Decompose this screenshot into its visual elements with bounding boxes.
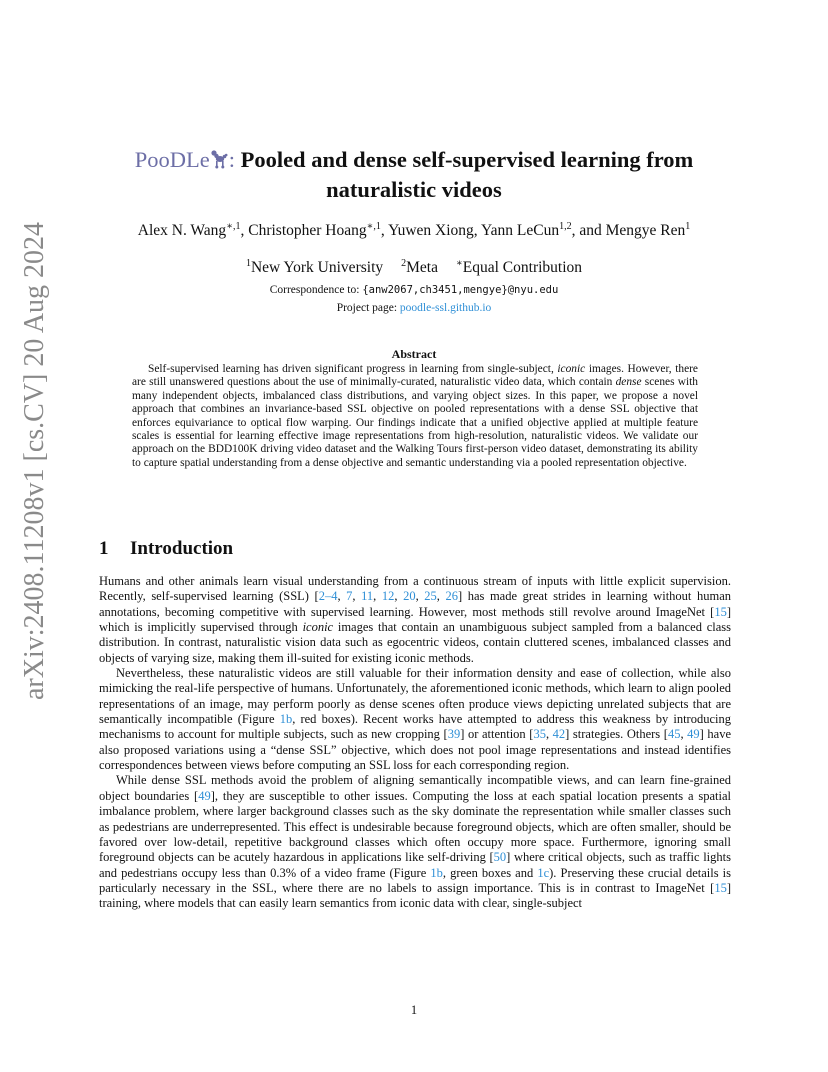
figure-link[interactable]: 1b bbox=[430, 865, 443, 880]
author: Yann LeCun bbox=[480, 222, 560, 239]
citation-link[interactable]: 50 bbox=[493, 850, 507, 865]
affiliation-marker: 2 bbox=[401, 258, 407, 269]
author-superscript: 1 bbox=[685, 221, 691, 232]
citation-link[interactable]: 20 bbox=[403, 589, 416, 604]
author-separator: , bbox=[240, 222, 249, 239]
author-separator: , and bbox=[571, 222, 606, 239]
abstract-segment: scenes with many independent objects, imbalanced class distributions, and varying object sizes. In this paper, we propose a novel approach that combines an invariance-based SSL objective on pooled representations with a dense SSL objective that enforces equivariance to optical flow warping. Our findings indicate that a unified objective applied at multiple feature scales is essential for learning effective image representations from high-resolution, naturalistic videos. We validate our approach on the BDD100K driving video dataset and the Walking Tours first-person video dataset, demonstrating its ability to capture spatial understanding from a dense objective and semantic understanding via a pooled representation objective. bbox=[132, 376, 698, 469]
paragraph-3 bbox=[99, 773, 731, 911]
citation-link[interactable]: 7 bbox=[346, 589, 353, 604]
page-number: 1 bbox=[410, 1003, 418, 1017]
author-separator: , bbox=[380, 222, 389, 239]
correspondence-label: Correspondence to: bbox=[269, 284, 363, 296]
text-segment: , red boxes). Recent works have attempted to address this weakness by introducing mechanisms to account for multiple subjects, such as new cropping [ bbox=[99, 712, 731, 742]
author: Christopher Hoang bbox=[248, 222, 367, 239]
affiliation-marker: ∗ bbox=[455, 258, 463, 269]
affiliation-marker: 1 bbox=[245, 258, 251, 269]
author: Yuwen Xiong bbox=[388, 222, 474, 239]
paper-title bbox=[80, 145, 748, 205]
arxiv-identifier-stamp: arXiv:2408.11208v1 [cs.CV] 20 Aug 2024 bbox=[19, 221, 50, 700]
text-segment: While dense SSL methods avoid the problem of aligning semantically incompatible views, and can learn fine-grained object boundaries [ bbox=[99, 773, 731, 803]
paragraph-1: Humans and other animals learn visual understanding from a continuous stream of inputs with little explicit supervision. Recently, self-supervised learning (SSL) [2–4, 7, 11, 12, 20, 25, 26] has made great strides in learning without human annotations, becoming competitive with supervised learning. However, most methods still revolve around ImageNet [15] which is implicitly supervised through iconic images that contain an unambiguous subject sampled from a balanced class distribution. In contrast, naturalistic vision data such as egocentric videos, contain cluttered scenes, imbalanced classes and objects of varying size, making them ill-suited for existing iconic methods. bbox=[99, 574, 731, 665]
citation-link[interactable]: 11 bbox=[361, 589, 374, 604]
section-heading bbox=[99, 537, 499, 561]
method-name: PooDLe bbox=[134, 147, 210, 172]
abstract-segment: images. However, there are still unanswered questions about the use of minimally-curated, naturalistic video data, which contain bbox=[132, 363, 698, 389]
author-superscript: ∗,1 bbox=[366, 221, 381, 232]
author: Mengye Ren bbox=[605, 222, 686, 239]
figure-link[interactable]: 1b bbox=[279, 712, 293, 727]
author-superscript: 1,2 bbox=[559, 221, 572, 232]
text-segment: ] has made great strides in learning without human annotations, becoming competitive with supervised learning. However, most methods still revolve around ImageNet [ bbox=[99, 589, 731, 619]
abstract-heading: Abstract bbox=[391, 347, 437, 361]
text-segment: , green boxes and bbox=[442, 865, 538, 880]
author-superscript: ∗,1 bbox=[226, 221, 241, 232]
affiliation: Equal Contribution bbox=[462, 259, 583, 276]
citation-link[interactable]: 45 bbox=[667, 727, 681, 742]
citation-link[interactable]: 39 bbox=[447, 727, 461, 742]
affiliations bbox=[100, 258, 728, 278]
correspondence bbox=[100, 282, 728, 298]
citation-link[interactable]: 42 bbox=[552, 727, 566, 742]
text-segment: ). Preserving these crucial details is particularly necessary in the SSL, where there are no labels to assign importance. This is in contrast to ImageNet [ bbox=[99, 865, 731, 895]
text-segment: ] or attention [ bbox=[460, 727, 534, 742]
title-line-2: naturalistic videos bbox=[326, 177, 502, 202]
text-segment: ] which is implicitly supervised through bbox=[99, 604, 731, 635]
author-separator: , bbox=[473, 222, 481, 239]
citation-link[interactable]: 15 bbox=[714, 604, 727, 619]
text-segment: ] strategies. Others [ bbox=[565, 727, 668, 742]
citation-link[interactable]: 49 bbox=[687, 727, 700, 742]
abstract-text bbox=[132, 363, 698, 470]
paragraph-2: Nevertheless, these naturalistic videos are still valuable for their information density and ease of collection, while also mimicking the real-life perspective of humans. Unfortunately, the aforementioned iconic methods, which learn to align pooled representations of an image, may perform poorly as dense scenes often produce views depicting unrelated subjects that are semantically incompatible (Figure 1b, red boxes). Recent works have attempted to address this weakness by introducing mechanisms to account for multiple subjects, such as new cropping [39] or attention [35, 42] strategies. Others [45, 49] have also proposed variations using a “dense SSL” objective, which does not pool image representations and instead identifies correspondences between views before computing an SSL loss for each corresponding region. bbox=[99, 666, 732, 773]
section-number: 1 bbox=[99, 538, 109, 559]
project-label: Project page: bbox=[336, 302, 400, 314]
citation-link[interactable]: 25 bbox=[424, 589, 437, 604]
abstract-emphasis: iconic bbox=[557, 363, 586, 375]
affiliation: New York University bbox=[250, 259, 384, 276]
text-segment: Nevertheless, these naturalistic videos are still valuable for their information density and ease of collection, while also mimicking the real-life perspective of humans. Unfortunately, the aforementioned iconic methods, which learn to align pooled representations of an image, may perform poorly as dense scenes often produce views depicting unrelated subjects that are semantically incompatible (Figure bbox=[99, 666, 731, 727]
author: Alex N. Wang bbox=[137, 222, 227, 239]
abstract-segment: Self-supervised learning has driven significant progress in learning from single-subject, bbox=[148, 363, 558, 375]
text-segment: images that contain an unambiguous subject sampled from a balanced class distribution. In contrast, naturalistic vision data such as egocentric videos, contain cluttered scenes, imbalanced classes and objects of varying size, making them ill-suited for existing iconic methods. bbox=[99, 620, 731, 665]
correspondence-emails[interactable]: {anw2067,ch3451,mengye}@nyu.edu bbox=[362, 284, 559, 296]
text-segment: ], they are susceptible to other issues. Computing the loss at each spatial location presents a spatial imbalance problem, where larger background classes such as the sky dominate the representation while smaller classes such as pedestrians are underrepresented. This effect is undesirable because foreground objects, which are often smaller, should be favored over low-detail, repetitive background classes which often occupy more space. Furthermore, ignoring small foreground objects can be acutely hazardous in applications like self-driving [ bbox=[99, 788, 731, 865]
citation-link[interactable]: 12 bbox=[381, 589, 395, 604]
section-title: Introduction bbox=[130, 538, 234, 559]
project-page bbox=[100, 300, 728, 316]
citation-link[interactable]: 26 bbox=[445, 589, 458, 604]
figure-link[interactable]: 1c bbox=[537, 865, 550, 880]
text-segment: ] have also proposed variations using a “dense SSL” objective, which does not pool image representations and instead identifies correspondences between views before computing an SSL loss for each corresponding region. bbox=[99, 727, 732, 773]
citation-link[interactable]: 15 bbox=[714, 880, 727, 895]
author-list bbox=[60, 221, 768, 241]
text-segment: ] training, where models that can easily learn semantics from iconic data with clear, single-subject bbox=[99, 880, 731, 911]
citation-link[interactable]: 35 bbox=[533, 727, 546, 742]
project-link[interactable]: poodle-ssl.github.io bbox=[399, 302, 492, 314]
introduction-body bbox=[99, 574, 731, 912]
abstract-emphasis: dense bbox=[615, 376, 642, 389]
text-segment: Humans and other animals learn visual understanding from a continuous stream of inputs with little explicit supervision. Recently, self-supervised learning (SSL) [ bbox=[99, 574, 731, 604]
title-line-1: Pooled and dense self-supervised learning from bbox=[234, 147, 694, 172]
text-segment: ] where critical objects, such as traffic lights and pedestrians occupy less than 0.3% of a video frame (Figure bbox=[99, 850, 731, 880]
affiliation: Meta bbox=[406, 259, 438, 276]
emphasis: iconic bbox=[302, 620, 334, 635]
title-colon: : bbox=[228, 147, 235, 172]
citation-link[interactable]: 2–4 bbox=[318, 589, 338, 604]
poodle-icon bbox=[210, 149, 228, 169]
citation-link[interactable]: 49 bbox=[198, 788, 211, 803]
